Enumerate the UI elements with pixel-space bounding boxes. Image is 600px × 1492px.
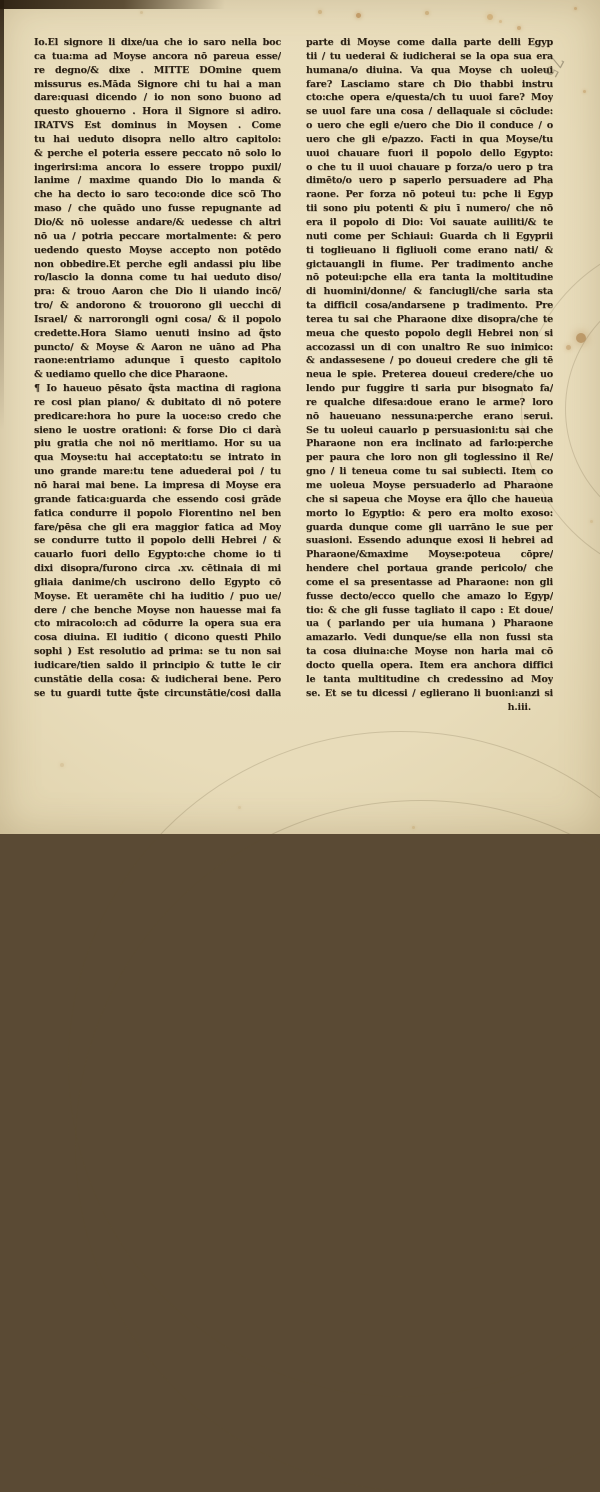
foxing-spot	[574, 7, 577, 10]
text-line: uero che gli e/pazzo. Facti in qua Moyse/tu	[306, 133, 553, 145]
text-line: predicare:hora ho pure la uoce:so credo che	[34, 410, 281, 422]
text-line: amazarlo. Vedi dunque/se ella non fussi sta	[306, 632, 553, 644]
text-line: dere / che benche Moyse non hauesse mai fa	[34, 604, 281, 616]
text-line: che ha decto io saro teco:onde dice scō Tho	[34, 189, 281, 201]
foxing-spot	[517, 26, 521, 30]
text-line: sophi ) Est resolutio ad prima: se tu non sai	[34, 646, 281, 658]
foxing-spot	[425, 11, 429, 15]
text-line: se uuol fare una cosa / dellaquale si cōclude:	[306, 106, 553, 118]
text-line: piu gratia che noi nō meritiamo. Hor su ua	[34, 438, 281, 450]
text-line: fare? Lasciamo stare ch Dio thabbi instru	[306, 78, 553, 90]
text-line: me uoleua Moyse persuaderlo ad Pharaone	[306, 480, 553, 491]
text-line: gno / li teneua come tu sai subiecti. Item co	[306, 466, 553, 478]
text-line: nō ua / potria peccare mortalmente: & pero	[34, 230, 281, 242]
signature-mark: h.iii.	[507, 701, 531, 713]
foxing-spot	[356, 13, 361, 18]
text-line: re cosi pian piano/ & dubitato di nō potere	[34, 396, 281, 408]
text-line: re qualche difesa:doue erano le arme? loro	[306, 396, 553, 408]
text-line: di huomini/donne/ & fanciugli/che saria sta	[306, 286, 553, 298]
text-line: tu hai ueduto disopra nello altro capitolo:	[34, 133, 281, 145]
text-line: morto lo Egyptio: & pero era molto exoso:	[306, 507, 553, 519]
text-line: credette.Hora Siamo uenuti insino ad q̃sto	[34, 327, 281, 339]
text-line: gliaia danime/ch uscirono dello Egypto cō	[34, 576, 281, 588]
text-line: uuoi chauare fuori il popolo dello Egypto:	[306, 147, 553, 159]
text-line: cosa diuina. El iuditio ( dicono questi Philo	[34, 632, 281, 644]
text-line: dixi disopra/furono circa .xv. cētinaia di mi	[34, 563, 281, 575]
text-line: tro/ & andorono & trouorono gli uecchi di	[34, 300, 281, 312]
foxing-spot	[583, 90, 586, 93]
text-line: IRATVS Est dominus in Moysen . Come	[34, 120, 281, 132]
text-line: suasioni. Essendo adunque exosi li hebrei ad	[306, 535, 553, 547]
text-line: o uero che egli e/uero che Dio il conduce / o	[306, 120, 553, 132]
text-line: raone:entriamo adunque ī questo capitolo	[34, 355, 281, 367]
text-line: le tanta multitudine ch credessino ad Moy	[306, 673, 553, 685]
text-line: hendere chel portaua grande pericolo/ che	[306, 563, 553, 575]
text-line: Dio/& nō uolesse andare/& uedesse ch altri	[34, 216, 281, 228]
foxing-spot	[566, 345, 571, 350]
text-line: lanime / maxime quando Dio lo manda &	[34, 175, 281, 187]
text-line: ingerirsi:ma ancora lo essere troppo puxil/	[34, 161, 281, 173]
text-line: questo ghouerno . Hora il Signore si adiro.	[34, 106, 281, 118]
text-line: era il popolo di Dio: Voi sauate auiliti/& te	[306, 216, 553, 228]
text-line: & perche el poteria essere peccato nō solo lo	[34, 147, 281, 159]
foxing-spot	[60, 763, 64, 767]
text-line: fare/pēsa che gli era maggior fatica ad Moy	[34, 521, 281, 533]
text-line: lendo pur fuggire ti saria pur bisognato fa/	[306, 383, 553, 395]
text-line: puncto/ & Moyse & Aaron ne uāno ad Pha	[34, 341, 281, 353]
text-line: come el sa presentasse ad Pharaone: non gli	[306, 576, 553, 588]
text-line: cto:che opera e/questa/ch tu uuoi fare? Moy	[306, 92, 553, 104]
text-line: accozassi un di con unaltro Re suo inimico:	[306, 341, 553, 353]
foxing-spot	[318, 10, 322, 14]
text-line: humana/o diuina. Va qua Moyse ch uoleui	[306, 64, 553, 76]
text-line: & andassesene / po doueui credere che gli tē	[306, 355, 553, 367]
text-line: iudicare/tien saldo il principio & tutte le cir	[34, 659, 281, 671]
page-edge-shadow-top	[0, 0, 225, 9]
foxing-spot	[412, 826, 415, 829]
text-line: tio: & che gli fusse tagliato il capo : Et doue/	[306, 604, 553, 616]
text-line: nō haueuano nessuna:perche erano serui.	[306, 410, 553, 422]
text-line: cunstātie della cosa: & iudicherai bene. Pero	[34, 673, 281, 685]
foxing-spot	[487, 14, 493, 20]
text-line: nō poteui:pche ella era tanta la moltitudine	[306, 272, 553, 284]
text-line: terea tu sai che Pharaone dixe disopra/che te	[306, 313, 553, 325]
foxing-spot	[590, 520, 593, 523]
text-line: pra: & trouo Aaron che Dio li uiando incō/	[34, 286, 281, 298]
text-line: tii / tu uederai & iudicherai se la opa sua era	[306, 50, 553, 62]
text-column-right	[306, 36, 553, 714]
text-line: missurus es.Māda Signore chi tu hai a man	[34, 78, 281, 90]
text-line: parte di Moyse come dalla parte delli Egyp	[306, 37, 553, 48]
text-line: maso / che quādo uno fusse repugnante ad	[34, 203, 281, 215]
text-line: dare:quasi dicendo / io non sono buono ad	[34, 92, 281, 104]
text-line: non obbedire.Et perche egli andassi piu libe	[34, 258, 281, 270]
text-line: nō harai mai bene. La impresa di Moyse era	[34, 480, 281, 491]
text-line: uno grande mare:tu tene aduederai poi / tu	[34, 466, 281, 478]
text-line: Israel/ & narrorongli ogni cosa/ & il popolo	[34, 313, 281, 325]
foxing-spot	[499, 20, 502, 23]
text-line: nuti come per Schiaui: Guarda ch li Egyprii	[306, 230, 553, 242]
text-line: se condurre tutto il popolo delli Hebrei / &	[34, 535, 281, 547]
text-line: & uediamo quello che dice Pharaone.	[34, 369, 228, 381]
text-line: ta cosa diuina:che Moyse non haria mai cō	[306, 646, 553, 658]
text-line: Pharaone/&maxime Moyse:poteua cōpre/	[306, 549, 553, 561]
text-line: re degno/& dixe . MITTE DOmine quem	[34, 64, 281, 76]
text-line: ti toglieuano li figliuoli come erano nati/ &	[306, 244, 553, 256]
text-line: neua le spie. Preterea doueui credere/che uo	[306, 369, 553, 381]
text-line: qua Moyse:tu hai acceptato:tu se intrato in	[34, 452, 281, 464]
text-line: cto miracolo:ch ad cōdurre la opera sua era	[34, 618, 281, 630]
text-line: ro/lascio la donna come tu hai ueduto diso/	[34, 272, 281, 284]
text-line: gictauangli in fiume. Per tradimento anche	[306, 258, 553, 270]
text-line: ¶ Io haueuo pēsato q̃sta mactina di ragiona	[34, 383, 281, 395]
text-line: uedendo questo Moyse accepto non potēdo	[34, 244, 281, 256]
text-line: Moyse. Et ueramēte chi ha iuditio / puo ue/	[34, 590, 281, 602]
text-line: cauarlo fuori dello Egypto:che chome io ti	[34, 549, 281, 561]
text-line: che si sapeua che Moyse era q̃llo che haueua	[306, 493, 553, 505]
text-line: ca tua:ma ad Moyse ancora nō pareua esse/	[34, 50, 281, 62]
text-line: docto quella opera. Item era anchora diffici	[306, 659, 553, 671]
text-line: ta difficil cosa/andarsene p tradimento. Pre	[306, 300, 553, 312]
text-line: Pharaone non era inclinato ad farlo:perche	[306, 438, 553, 450]
text-line: grande fatica:guarda che essendo cosi grāde	[34, 493, 281, 505]
foxing-spot	[576, 333, 586, 343]
text-line: o che tu il uuoi chauare p forza/o uero p tra	[306, 161, 553, 173]
text-line: raone. Per forza nō poteui tu: pche li Egyp	[306, 189, 553, 201]
text-line: meua che questo popolo degli Hebrei non si	[306, 327, 553, 339]
text-line: per paura che loro non gli toglessino il Re/	[306, 452, 553, 464]
text-line: fatica condurre il popolo Fiorentino nel ben	[34, 507, 281, 519]
text-line: dimēto/o uero p saperlo persuadere ad Pha	[306, 175, 553, 187]
pencil-folio-number: 75	[540, 53, 568, 82]
text-line: se tu guardi tutte q̃ste circunstātie/cosi dalla	[34, 687, 281, 699]
text-line: guarda dunque come gli uarrāno le sue per	[306, 521, 553, 533]
text-line: se. Et se tu dicessi / eglierano li buoni:anzi si	[306, 687, 553, 699]
text-line: Io.El signore li dixe/ua che io saro nella boc	[34, 37, 281, 48]
foxing-spot	[238, 806, 241, 809]
text-line: ua ( parlando per uia humana ) Pharaone	[306, 618, 553, 630]
page-edge-shadow-left	[0, 0, 4, 430]
text-line: Se tu uoleui cauarlo p persuasioni:tu sai che	[306, 424, 553, 436]
foxing-spot	[140, 11, 143, 14]
text-line: fusse decto/ecco quello che amazo lo Egyp/	[306, 590, 553, 602]
text-line: tii sono piu potenti & piu ī numero/ che nō	[306, 203, 553, 215]
text-column-left	[34, 36, 281, 701]
text-line: sieno le uostre orationi: & forse Dio ci darà	[34, 424, 281, 436]
